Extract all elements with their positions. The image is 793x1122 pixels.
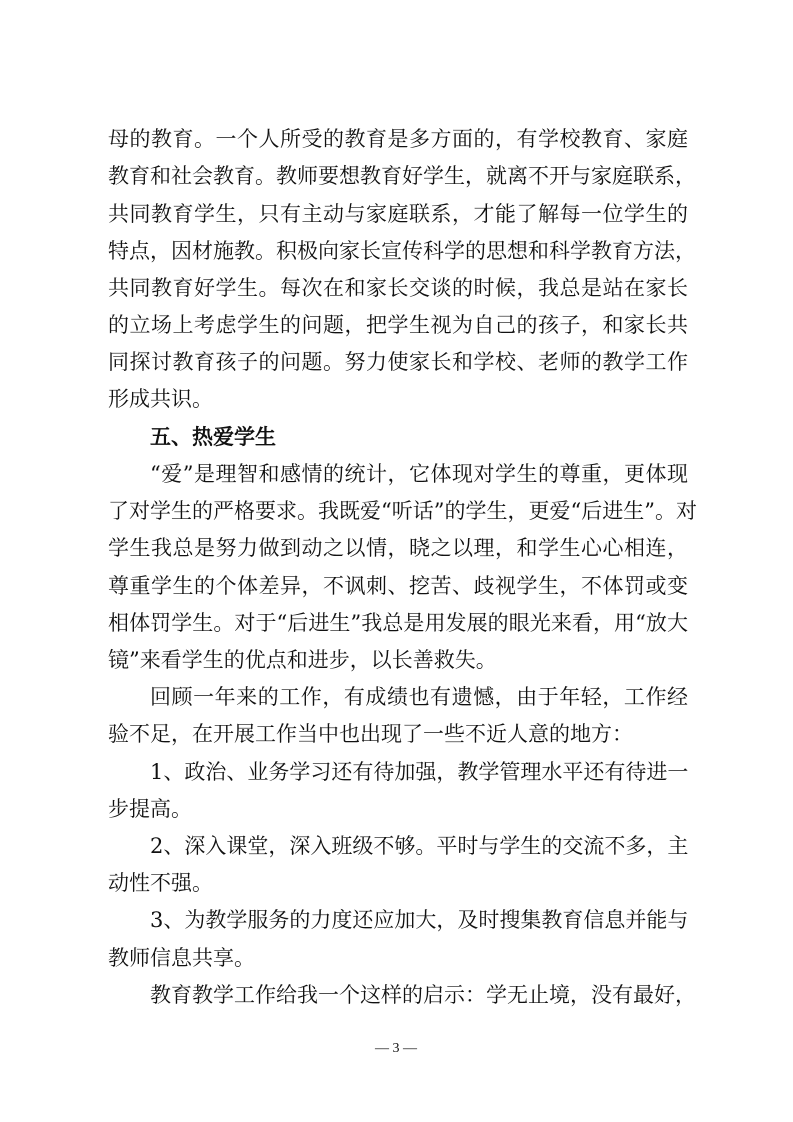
list-item-line: 动性不强。 bbox=[108, 871, 213, 895]
paragraph-line: 特点，因材施教。积极向家长宣传科学的思想和科学教育方法， bbox=[108, 239, 696, 263]
paragraph-line: 形成共识。 bbox=[108, 387, 213, 411]
section-heading: 五、热爱学生 bbox=[150, 425, 276, 449]
paragraph-line: 尊重学生的个体差异，不讽刺、挖苦、歧视学生，不体罚或变 bbox=[108, 574, 688, 598]
paragraph-line: 同探讨教育孩子的问题。努力使家长和学校、老师的教学工作 bbox=[108, 350, 688, 374]
paragraph-line: 验不足，在开展工作当中也出现了一些不近人意的地方： bbox=[108, 722, 633, 746]
paragraph-line: 学生我总是努力做到动之以情，晓之以理，和学生心心相连， bbox=[108, 536, 688, 560]
paragraph-line: 共同教育学生，只有主动与家庭联系，才能了解每一位学生的 bbox=[108, 202, 688, 226]
paragraph-line: 母的教育。一个人所受的教育是多方面的，有学校教育、家庭 bbox=[108, 127, 688, 151]
paragraph-line: 教育教学工作给我一个这样的启示：学无止境，没有最好， bbox=[150, 983, 696, 1007]
paragraph-line: 共同教育好学生。每次在和家长交谈的时候，我总是站在家长 bbox=[108, 276, 688, 300]
page-number: — 3 — bbox=[375, 1041, 417, 1056]
paragraph-line: 了对学生的严格要求。我既爱“听话”的学生，更爱“后进生”。对 bbox=[108, 499, 697, 523]
paragraph-line: “爱”是理智和感情的统计，它体现对学生的尊重，更体现 bbox=[150, 462, 688, 486]
list-item-line: 1、政治、业务学习还有待加强，教学管理水平还有待进一 bbox=[150, 760, 689, 784]
list-item-line: 3、为教学服务的力度还应加大，及时搜集教育信息并能与 bbox=[150, 908, 689, 932]
list-item-line: 2、深入课堂，深入班级不够。平时与学生的交流不多，主 bbox=[150, 834, 689, 858]
list-item-line: 步提高。 bbox=[108, 797, 192, 821]
list-item-line: 教师信息共享。 bbox=[108, 946, 255, 970]
paragraph-line: 镜”来看学生的优点和进步，以长善救失。 bbox=[108, 648, 497, 672]
paragraph-line: 教育和社会教育。教师要想教育好学生，就离不开与家庭联系， bbox=[108, 164, 696, 188]
paragraph-line: 的立场上考虑学生的问题，把学生视为自己的孩子，和家长共 bbox=[108, 313, 688, 337]
paragraph-line: 相体罚学生。对于“后进生”我总是用发展的眼光来看，用“放大 bbox=[108, 611, 688, 635]
paragraph-line: 回顾一年来的工作，有成绩也有遗憾，由于年轻，工作经 bbox=[150, 685, 688, 709]
